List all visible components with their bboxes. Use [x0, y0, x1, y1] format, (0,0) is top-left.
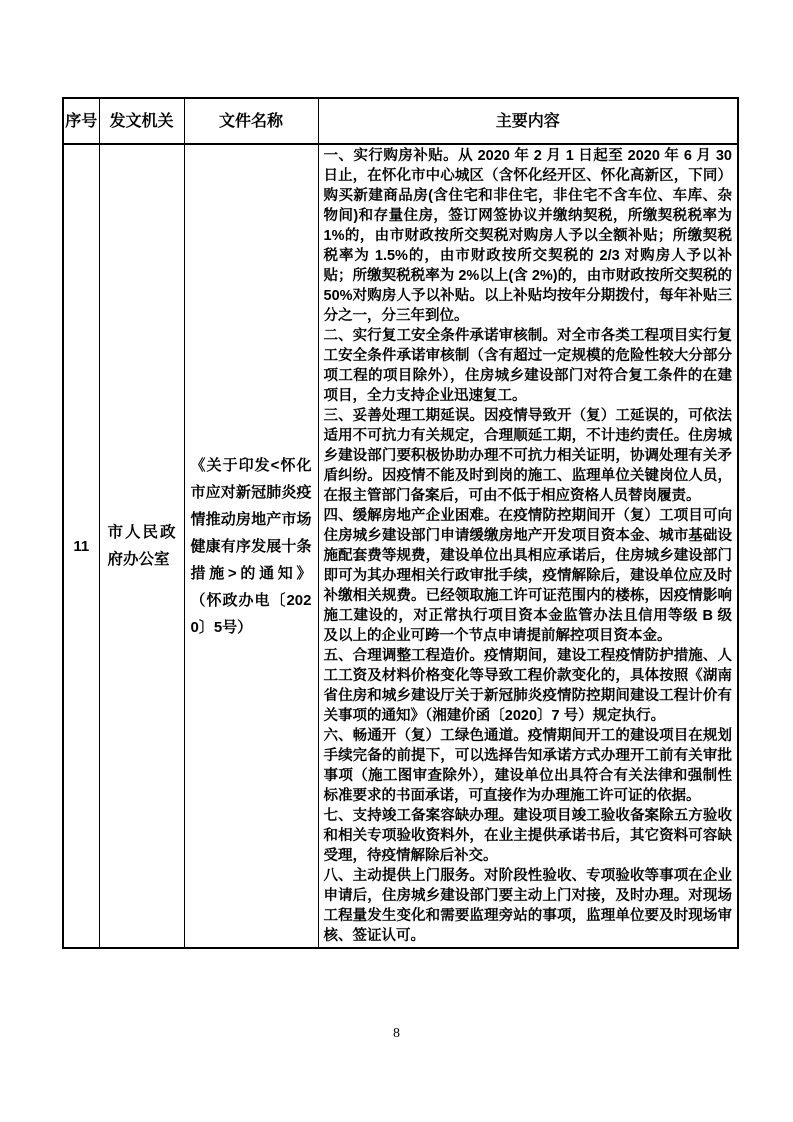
content-paragraph-6: 六、畅通开（复）工绿色通道。疫情期间开工的建设项目在规划手续完备的前提下，可以选择告知承诺方式办理开工前有关审批事项（施工图审查除外），建设单位出具符合有关法律和强制性标准要求的书面承诺，可直接作为办理施工许可证的依据。 [323, 728, 732, 804]
page-number: 8 [393, 1026, 400, 1041]
header-main-content: 主要内容 [318, 98, 738, 144]
document-name-text: 《关于印发<怀化市应对新冠肺炎疫情推动房地产市场健康有序发展十条措施>的通知》（怀政办电〔2020〕5号） [190, 456, 312, 636]
measures-table [62, 97, 739, 949]
content-paragraph-4: 四、缓解房地产企业困难。在疫情防控期间开（复）工项目可向住房城乡建设部门申请缓缴房地产开发项目资本金、城市基础设施配套费等规费，建设单位出具相应承诺后，住房城乡建设部门即可为其办理相关行政审批手续，疫情解除后，建设单位应及时补缴相关规费。已经领取施工许可证范围内的楼栋，因疫情影响施工建设的，对正常执行项目资本金监管办法且信用等级 B 级及以上的企业可跨一个节点申请提前解控项目资本金。 [323, 508, 732, 644]
table-header-row [63, 98, 738, 144]
cell-main-content [318, 144, 738, 948]
header-serial-number: 序号 [63, 98, 99, 144]
header-issuing-agency: 发文机关 [99, 98, 184, 144]
cell-document-name [184, 144, 318, 948]
content-paragraph-8: 八、主动提供上门服务。对阶段性验收、专项验收等事项在企业申请后，住房城乡建设部门要主动上门对接，及时办理。对现场工程量发生变化和需要监理旁站的事项，监理单位要及时现场审核、签证认可。 [323, 868, 732, 944]
table-row [63, 144, 738, 948]
content-paragraph-7: 七、支持竣工备案容缺办理。建设项目竣工验收备案除五方验收和相关专项验收资料外，在业主提供承诺书后，其它资料可容缺受理，待疫情解除后补交。 [323, 808, 732, 864]
cell-serial-number: 11 [63, 144, 99, 948]
content-paragraph-5: 五、合理调整工程造价。疫情期间，建设工程疫情防护措施、人工工资及材料价格变化等导致工程价款变化的，具体按照《湖南省住房和城乡建设厅关于新冠肺炎疫情防控期间建设工程计价有关事项的通知》（湘建价函〔2020〕7 号）规定执行。 [323, 648, 732, 724]
content-paragraph-3: 三、妥善处理工期延误。因疫情导致开（复）工延误的，可依法适用不可抗力有关规定，合理顺延工期，不计违约责任。住房城乡建设部门要积极协助办理不可抗力相关证明，协调处理有关矛盾纠纷。因疫情不能及时到岗的施工、监理单位关键岗位人员，在报主管部门备案后，可由不低于相应资格人员替岗履责。 [323, 408, 732, 504]
content-paragraph-2: 二、实行复工安全条件承诺审核制。对全市各类工程项目实行复工安全条件承诺审核制（含有超过一定规模的危险性较大分部分项工程的项目除外），住房城乡建设部门对符合复工条件的在建项目，全力支持企业迅速复工。 [323, 328, 732, 404]
issuing-agency-text: 市人民政府办公室 [107, 524, 176, 568]
header-document-name: 文件名称 [184, 98, 318, 144]
content-paragraph-1: 一、实行购房补贴。从 2020 年 2 月 1 日起至 2020 年 6 月 30 日止，在怀化市中心城区（含怀化经开区、怀化高新区，下同）购买新建商品房(含住宅和非住宅，非住宅不含车位、车库、杂物间)和存量住房，签订网签协议并缴纳契税，所缴契税税率为 1%的，由市财政按所交契税对购房人予以全额补贴；所缴契税税率为 1.5%的，由市财政按所交契税的 2/3 对购房人予以补贴；所缴契税税率为 2%以上(含 2%)的，由市财政按所交契税的 50%对购房人予以补贴。以上补贴均按年分期拨付，每年补贴三分之一，分三年到位。 [323, 148, 732, 324]
cell-issuing-agency [99, 144, 184, 948]
